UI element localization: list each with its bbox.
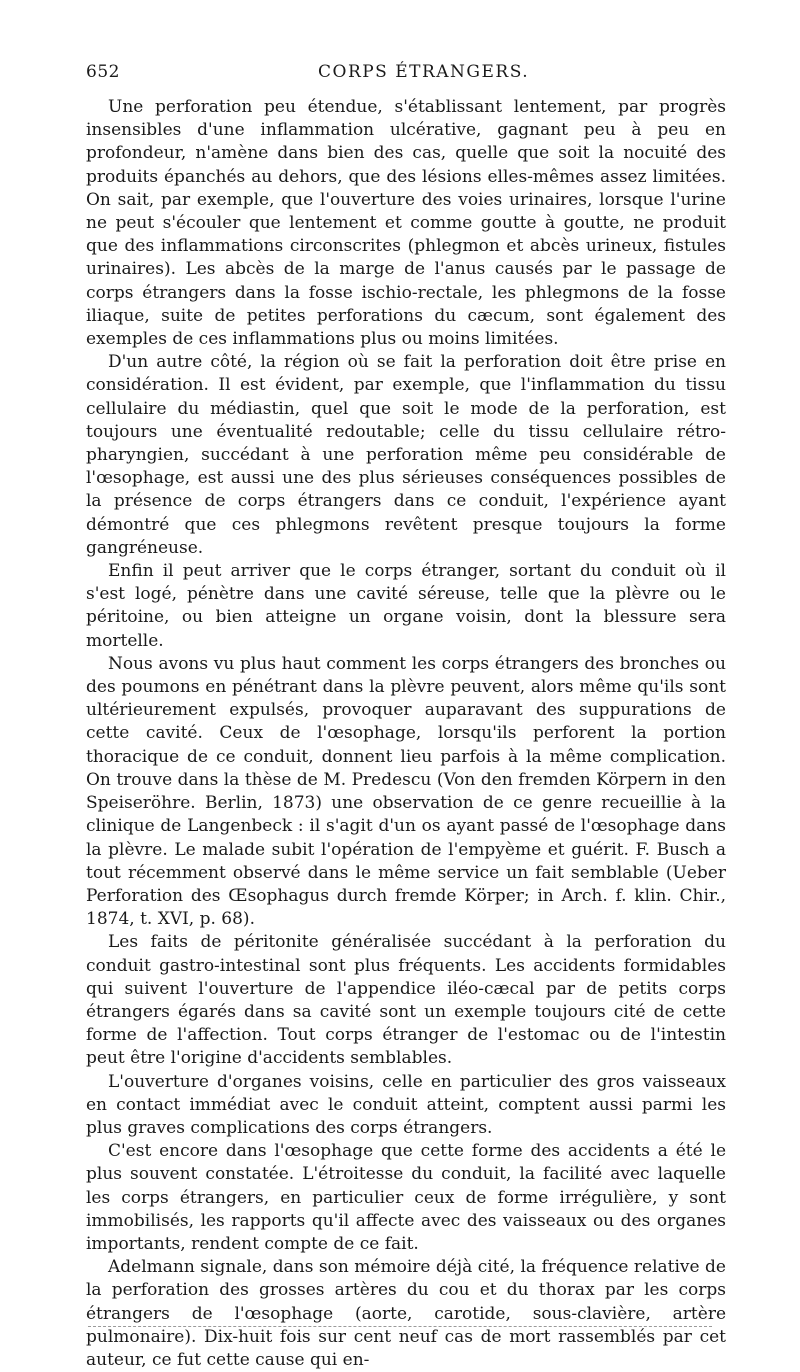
page-number: 652: [86, 62, 120, 82]
paragraph: Adelmann signale, dans son mémoire déjà cité, la fréquence relative de la perforation des grosses artères du cou et du thorax par les corps étrangers de l'œsophage (aorte, carotide, sous-clavière, artère pulmonaire). Dix-huit fois sur cent neuf cas de mort rassemblés par cet auteur, ce fut cette cause qui en-: [86, 1257, 726, 1370]
body-text: [86, 96, 726, 1372]
paragraph: Les faits de péritonite généralisée succédant à la perforation du conduit gastro-intestinal sont plus fréquents. Les accidents formidables qui suivent l'ouverture de l'appendice iléo-cæcal par de petits corps étrangers égarés dans sa cavité sont un exemple toujours cité de cette forme de l'affection. Tout corps étranger de l'estomac ou de l'intestin peut être l'origine d'accidents semblables.: [86, 932, 726, 1069]
paragraph: Enfin il peut arriver que le corps étranger, sortant du conduit où il s'est logé, pénètre dans une cavité séreuse, telle que la plèvre ou le péritoine, ou bien atteigne un organe voisin, dont la blessure sera mortelle.: [86, 561, 726, 651]
page-bottom-rule: [88, 1326, 712, 1327]
page-header: [86, 62, 726, 96]
book-page: [86, 62, 726, 1372]
paragraph: Nous avons vu plus haut comment les corps étrangers des bronches ou des poumons en pénétrant dans la plèvre peuvent, alors même qu'ils sont ultérieurement expulsés, provoquer auparavant des suppurations de cette cavité. Ceux de l'œsophage, lorsqu'ils perforent la portion thoracique de ce conduit, donnent lieu parfois à la même complication. On trouve dans la thèse de M. Predescu (Von den fremden Körpern in den Speiseröhre. Berlin, 1873) une observation de ce genre recueillie à la clinique de Langenbeck : il s'agit d'un os ayant passé de l'œsophage dans la plèvre. Le malade subit l'opération de l'empyème et guérit. F. Busch a tout récemment observé dans le même service un fait semblable (Ueber Perforation des Œsophagus durch fremde Körper; in Arch. f. klin. Chir., 1874, t. XVI, p. 68).: [86, 653, 726, 930]
running-head: CORPS ÉTRANGERS.: [318, 62, 530, 82]
paragraph: C'est encore dans l'œsophage que cette forme des accidents a été le plus souvent constatée. L'étroitesse du conduit, la facilité avec laquelle les corps étrangers, en particulier ceux de forme irrégulière, y sont immobilisés, les rapports qu'il affecte avec des vaisseaux ou des organes importants, rendent compte de ce fait.: [86, 1141, 726, 1254]
paragraph: L'ouverture d'organes voisins, celle en particulier des gros vaisseaux en contact immédiat avec le conduit atteint, comptent aussi parmi les plus graves complications des corps étrangers.: [86, 1071, 726, 1138]
paragraph: Une perforation peu étendue, s'établissant lentement, par progrès insensibles d'une inflammation ulcérative, gagnant peu à peu en profondeur, n'amène dans bien des cas, quelle que soit la nocuité des produits épanchés au dehors, que des lésions elles-mêmes assez limitées. On sait, par exemple, que l'ouverture des voies urinaires, lorsque l'urine ne peut s'écouler que lentement et comme goutte à goutte, ne produit que des inflammations circonscrites (phlegmon et abcès urineux, fistules urinaires). Les abcès de la marge de l'anus causés par le passage de corps étrangers dans la fosse ischio-rectale, les phlegmons de la fosse iliaque, suite de petites perforations du cæcum, sont également des exemples de ces inflammations plus ou moins limitées.: [86, 97, 726, 350]
paragraph: D'un autre côté, la région où se fait la perforation doit être prise en considération. Il est évident, par exemple, que l'inflammation du tissu cellulaire du médiastin, quel que soit le mode de la perforation, est toujours une éventualité redoutable; celle du tissu cellulaire rétro-pharyngien, succédant à une perforation même peu considérable de l'œsophage, est aussi une des plus sérieuses conséquences possibles de la présence de corps étrangers dans ce conduit, l'expérience ayant démontré que ces phlegmons revêtent presque toujours la forme gangréneuse.: [86, 352, 726, 558]
